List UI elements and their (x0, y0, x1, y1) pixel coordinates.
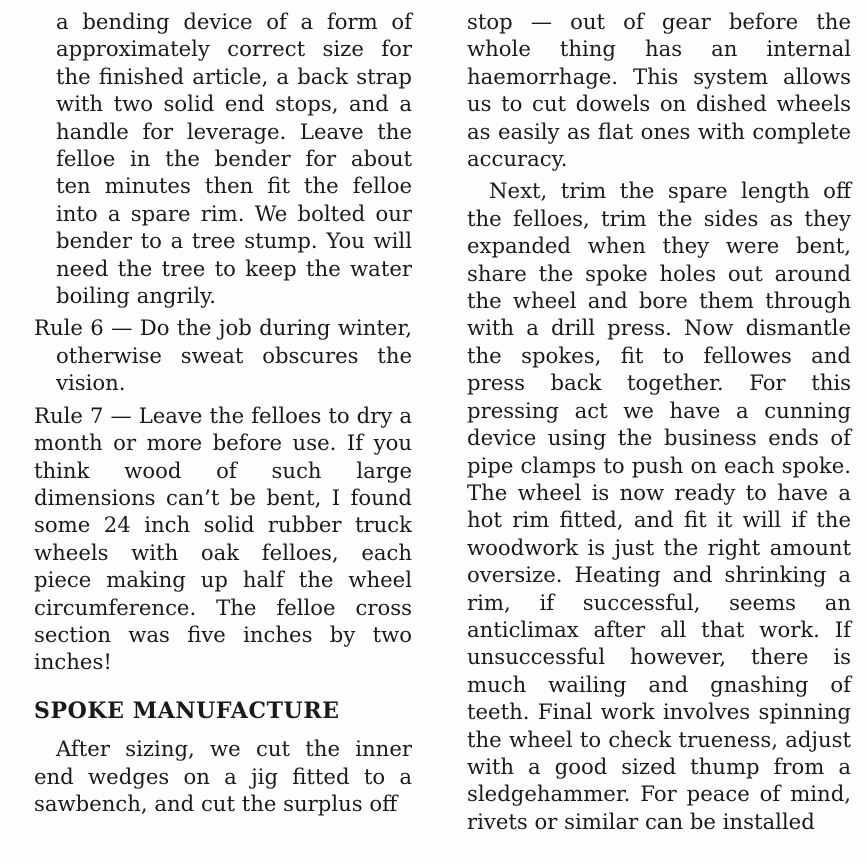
rule-7-paragraph: Rule 7 — Leave the felloes to dry a month or more before use. If you think wood of such large dimensions can’t be bent, I found some 24 inch solid rubber truck wheels with oak felloes, each piece making up half the wheel circumference. The felloe cross section was five inches by two inches! (34, 402, 412, 675)
spoke-manufacture-paragraph: After sizing, we cut the inner end wedges on a jig fitted to a sawbench, and cut the surplus off (34, 736, 412, 816)
trim-felloes-paragraph: Next, trim the spare length off the felloes, trim the sides as they expanded when they were bent, share the spoke holes out around the wheel and bore them through with a drill press. Now dismantle the spokes, fit to fellowes and press back together. For this pressing act we have a cunning device using the business ends of pipe clamps to push on each spoke. The wheel is now ready to have a hot rim fitted, and fit it will if the woodwork is just the right amount oversize. Heating and shrinking a rim, if successful, seems an anticlimax after all that work. If unsuccessful however, there is much wailing and gnashing of teeth. Final work involves spinning the wheel to check trueness, adjust with a good sized thump from a sledgehammer. For peace of mind, rivets or similar can be installed (467, 178, 851, 834)
bending-device-paragraph: a bending device of a form of approximately correct size for the finished article, a back strap with two solid end stops, and a handle for leverage. Leave the felloe in the bender for about ten minutes then fit the felloe into a spare rim. We bolted our bender to a tree stump. You will need the tree to keep the water boiling angrily. (56, 9, 412, 309)
section-heading: SPOKE MANUFACTURE (34, 697, 340, 724)
left-column (34, 8, 412, 817)
right-column (467, 8, 851, 835)
rule-6-paragraph: Rule 6 — Do the job during winter, otherwise sweat obscures the vision. (34, 315, 412, 396)
gear-stop-paragraph: stop — out of gear before the whole thing has an internal haemorrhage. This system allows us to cut dowels on dished wheels as easily as flat ones with complete accuracy. (467, 9, 851, 172)
